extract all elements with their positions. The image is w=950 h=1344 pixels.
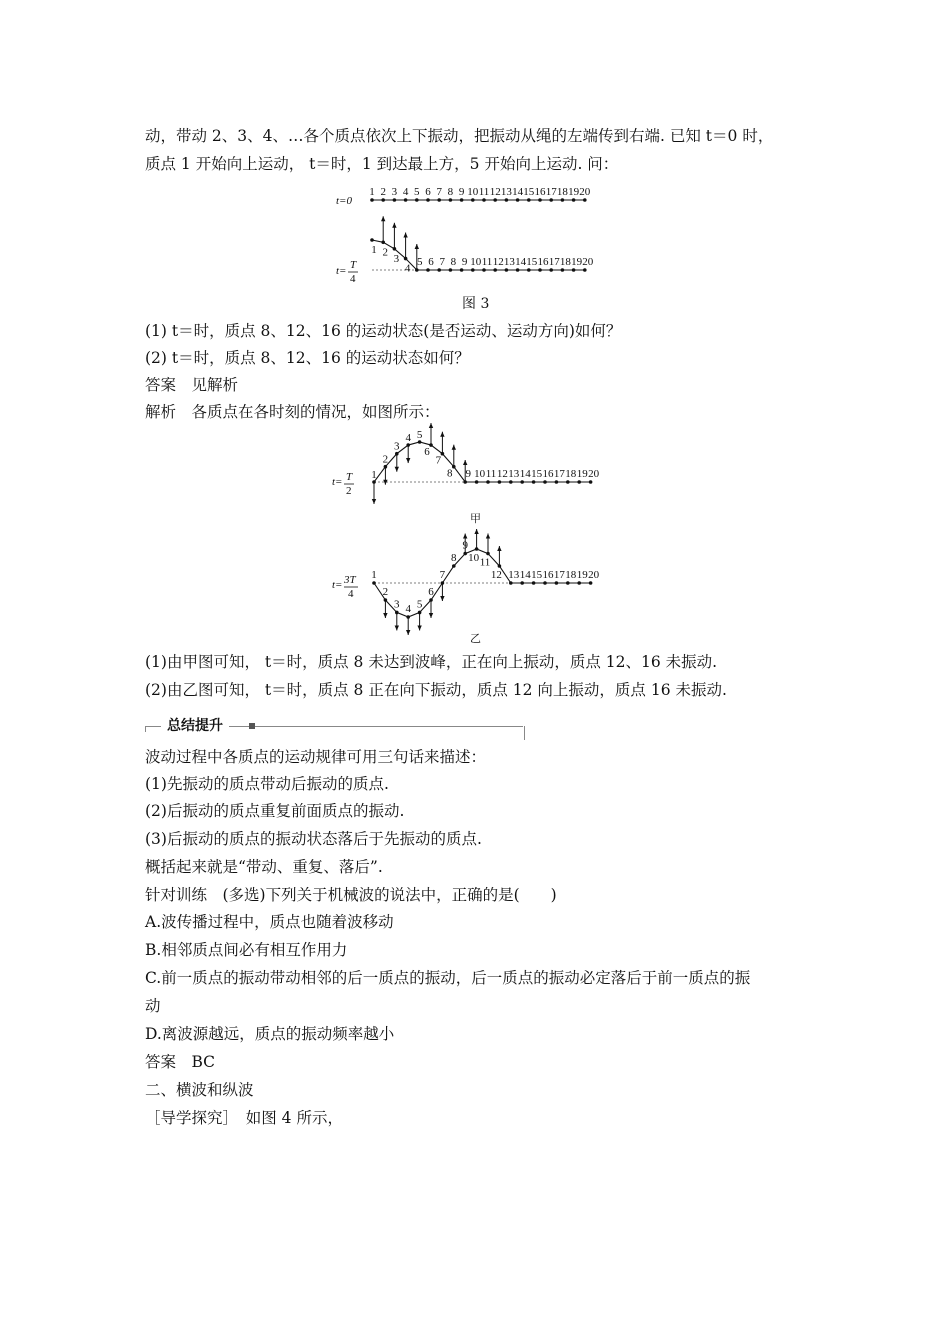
point-number-label: 8 [447, 186, 454, 198]
point-number-label: 14 [519, 468, 531, 480]
point-number-label: 4 [405, 432, 411, 445]
option-c-cont: 动 [145, 997, 161, 1015]
rope-point [370, 238, 374, 242]
rope-point [549, 198, 553, 202]
rope-point [370, 198, 374, 202]
arrow-head [440, 432, 444, 437]
point-number-label: 6 [424, 446, 430, 459]
jia-frac-den: 2 [346, 485, 352, 497]
figure-yi-marks [371, 529, 599, 635]
rope-point [452, 564, 456, 568]
rope-point [561, 198, 565, 202]
arrow-head [406, 630, 410, 635]
rope-point [393, 198, 397, 202]
figure-3 [330, 182, 630, 292]
arrow-head [381, 216, 385, 221]
rope-point [482, 268, 486, 272]
point-number-label: 17 [553, 569, 565, 581]
rope-point [437, 268, 441, 272]
point-number-label: 9 [461, 256, 468, 268]
figure-yi-svg [330, 533, 630, 628]
rope-point [437, 198, 441, 202]
rope-point [561, 268, 565, 272]
summary-square-icon [249, 723, 255, 729]
t0-label: t=0 [336, 195, 352, 207]
point-number-label: 19 [571, 256, 583, 268]
point-number-label: 4 [405, 603, 411, 615]
rope-point [532, 480, 536, 484]
arrow-head [395, 625, 399, 630]
rope-point [589, 480, 593, 484]
summary-line: 概括起来就是“带动、重复、落后”. [145, 858, 383, 876]
text-line: 动，带动 2、3、4、…各个质点依次上下振动，把振动从绳的左端传到右端. 已知 t＝0 时， [145, 127, 774, 145]
point-number-label: 8 [450, 256, 457, 268]
point-number-label: 4 [402, 186, 409, 198]
point-number-label: 16 [542, 468, 554, 480]
summary-line: (3)后振动的质点的振动状态落后于先振动的质点. [145, 830, 482, 848]
point-number-label: 20 [579, 186, 591, 198]
rope-point [583, 198, 587, 202]
figure-3-marks [369, 186, 594, 275]
question-1: (1) t＝时，质点 8、12、16 的运动状态(是否运动、运动方向)如何？ [145, 322, 622, 340]
t1-frac-num: T [350, 259, 357, 271]
point-number-label: 2 [382, 453, 389, 466]
rope-point [460, 268, 464, 272]
jia-t-label: t= [332, 476, 343, 488]
rope-point [426, 198, 430, 202]
option-a: A.波传播过程中，质点也随着波移动 [145, 913, 394, 931]
figure-3-svg [330, 182, 630, 292]
rope-point [404, 198, 408, 202]
point-number-label: 16 [537, 256, 549, 268]
summary-line: (2)后振动的质点重复前面质点的振动. [145, 802, 405, 820]
figure-jia-caption: 甲 [470, 512, 481, 525]
section-heading: 二、横波和纵波 [145, 1081, 254, 1099]
arrow-head [417, 625, 421, 630]
figure-3-caption: 图 3 [462, 296, 490, 312]
point-number-label: 13 [508, 468, 520, 480]
jia-frac-num: T [346, 471, 353, 483]
rope-point [555, 480, 559, 484]
point-number-label: 9 [462, 539, 468, 552]
point-number-label: 6 [428, 256, 434, 268]
point-number-label: 15 [531, 468, 543, 480]
arrow-head [463, 460, 467, 465]
yi-t-label: t= [332, 579, 343, 591]
point-number-label: 14 [515, 256, 527, 268]
point-number-label: 10 [474, 468, 486, 480]
rope-point [538, 198, 542, 202]
point-number-label: 18 [559, 256, 571, 268]
point-number-label: 5 [417, 256, 423, 268]
arrow-head [429, 613, 433, 618]
rope-point [381, 198, 385, 202]
point-number-label: 19 [568, 186, 580, 198]
rope-point [566, 581, 570, 585]
summary-header [145, 716, 525, 738]
rope-point [449, 198, 453, 202]
guide-line: ［导学探究］ 如图 4 所示， [145, 1109, 343, 1127]
rope-point [549, 268, 553, 272]
rope-point [520, 581, 524, 585]
rope-point [372, 581, 376, 585]
rope-point [486, 480, 490, 484]
rope-point [527, 198, 531, 202]
arrow-head [383, 613, 387, 618]
rope-point [543, 581, 547, 585]
point-number-label: 8 [451, 552, 457, 564]
arrow-head [415, 244, 419, 249]
point-number-label: 5 [416, 598, 423, 611]
point-number-label: 1 [371, 469, 377, 481]
rope-point [460, 198, 464, 202]
explanation: 解析 各质点在各时刻的情况，如图所示： [145, 403, 440, 421]
result-1: (1)由甲图可知， t＝时，质点 8 未达到波峰，正在向上振动，质点 12、16 未振动. [145, 653, 718, 671]
arrow-head [474, 529, 478, 534]
rope-point [520, 480, 524, 484]
arrow-head [497, 546, 501, 551]
rope-point [527, 268, 531, 272]
rope-point [498, 480, 502, 484]
rope-point [589, 581, 593, 585]
question-2: (2) t＝时，质点 8、12、16 的运动状态如何？ [145, 349, 470, 367]
point-number-label: 15 [526, 256, 538, 268]
point-number-label: 17 [545, 186, 557, 198]
point-number-label: 12 [490, 569, 502, 581]
t1-label: t= [336, 265, 347, 277]
point-number-label: 2 [382, 586, 389, 598]
point-number-label: 1 [371, 244, 377, 256]
rope-point [538, 268, 542, 272]
rope-point [493, 268, 497, 272]
arrow-head [392, 223, 396, 228]
point-number-label: 8 [447, 467, 453, 480]
point-number-label: 17 [548, 256, 560, 268]
point-number-label: 11 [481, 256, 493, 268]
t1-frac-den: 4 [350, 273, 356, 285]
result-2: (2)由乙图可知， t＝时，质点 8 正在向下振动，质点 12 向上振动，质点 16 未振动. [145, 681, 727, 699]
point-number-label: 10 [470, 256, 482, 268]
point-number-label: 5 [414, 186, 420, 198]
point-number-label: 12 [496, 468, 508, 480]
rope-point [566, 480, 570, 484]
rope-point [471, 198, 475, 202]
point-number-label: 3 [394, 440, 400, 453]
point-number-label: 9 [458, 186, 465, 198]
point-number-label: 19 [576, 468, 588, 480]
arrow-head [463, 534, 467, 539]
point-number-label: 3 [393, 252, 400, 265]
point-number-label: 7 [435, 454, 442, 467]
point-number-label: 13 [500, 186, 512, 198]
point-number-label: 18 [565, 468, 577, 480]
point-number-label: 10 [468, 552, 480, 564]
point-number-label: 2 [380, 186, 386, 198]
point-number-label: 9 [465, 468, 471, 480]
point-number-label: 13 [503, 256, 515, 268]
point-number-label: 18 [565, 569, 577, 581]
answer-label: 答案 BC [145, 1053, 216, 1071]
rope-point [572, 198, 576, 202]
point-number-label: 20 [588, 468, 600, 480]
point-number-label: 20 [588, 569, 600, 581]
yi-frac-num: 3T [344, 574, 356, 586]
summary-title-text: 总结提升 [167, 718, 223, 734]
summary-border-right [524, 726, 525, 740]
answer-label: 答案 见解析 [145, 376, 239, 394]
point-number-label: 4 [404, 262, 411, 275]
option-d: D.离波源越远，质点的振动频率越小 [145, 1025, 395, 1043]
summary-line: (1)先振动的质点带动后振动的质点. [145, 775, 389, 793]
point-number-label: 5 [416, 429, 423, 441]
rope-point [482, 198, 486, 202]
rope-point [583, 268, 587, 272]
rope-point [516, 198, 520, 202]
rope-point [516, 268, 520, 272]
arrow-head [452, 445, 456, 450]
point-number-label: 12 [489, 186, 501, 198]
rope-point [543, 480, 547, 484]
point-number-label: 3 [391, 186, 398, 198]
rope-point [471, 268, 475, 272]
practice-question: 针对训练 (多选)下列关于机械波的说法中，正确的是( ) [145, 886, 557, 904]
figure-yi-caption: 乙 [470, 632, 481, 645]
point-number-label: 7 [436, 186, 442, 198]
point-number-label: 18 [556, 186, 568, 198]
point-number-label: 11 [479, 556, 491, 569]
option-b: B.相邻质点间必有相互作用力 [145, 941, 348, 959]
point-number-label: 7 [439, 569, 446, 581]
rope-point [572, 268, 576, 272]
point-number-label: 15 [531, 569, 543, 581]
point-number-label: 1 [369, 186, 375, 198]
text-line: 质点 1 开始向上运动， t＝时，1 到达最上方，5 开始向上运动. 问： [145, 155, 619, 173]
point-number-label: 16 [542, 569, 554, 581]
figure-jia-marks [371, 423, 599, 504]
option-c: C.前一质点的振动带动相邻的后一质点的振动，后一质点的振动必定落后于前一质点的振 [145, 969, 751, 987]
point-number-label: 3 [394, 598, 400, 611]
arrow-head [440, 596, 444, 601]
arrow-head [372, 499, 376, 504]
point-number-label: 17 [553, 468, 565, 480]
arrow-head [406, 458, 410, 463]
point-number-label: 10 [467, 186, 479, 198]
point-number-label: 12 [492, 256, 504, 268]
figure-jia-svg [330, 430, 630, 510]
point-number-label: 11 [478, 186, 490, 198]
yi-frac-den: 4 [348, 588, 354, 600]
point-number-label: 13 [508, 569, 520, 581]
point-number-label: 1 [371, 569, 377, 581]
point-number-label: 7 [439, 256, 445, 268]
rope-point [475, 480, 479, 484]
rope-point [509, 480, 513, 484]
figure-yi [330, 533, 630, 628]
rope-point [555, 581, 559, 585]
point-number-label: 19 [576, 569, 588, 581]
point-number-label: 6 [428, 586, 434, 598]
arrow-head [429, 423, 433, 428]
point-number-label: 20 [582, 256, 594, 268]
rope-point [449, 268, 453, 272]
rope-point [509, 581, 513, 585]
arrow-head [403, 233, 407, 238]
point-number-label: 14 [512, 186, 524, 198]
rope-point [532, 581, 536, 585]
rope-point [505, 268, 509, 272]
arrow-head [486, 534, 490, 539]
figure-jia [330, 430, 630, 510]
rope-point [426, 268, 430, 272]
point-number-label: 16 [534, 186, 546, 198]
point-number-label: 15 [523, 186, 535, 198]
rope-point [505, 198, 509, 202]
point-number-label: 14 [519, 569, 531, 581]
rope-point [577, 480, 581, 484]
summary-line: 波动过程中各质点的运动规律可用三句话来描述： [145, 748, 487, 766]
arrow-head [395, 467, 399, 472]
rope-point [493, 198, 497, 202]
point-number-label: 2 [382, 246, 388, 259]
rope-point [577, 581, 581, 585]
point-number-label: 11 [485, 468, 497, 480]
point-number-label: 6 [425, 186, 431, 198]
rope-point [415, 198, 419, 202]
summary-title [161, 716, 229, 736]
